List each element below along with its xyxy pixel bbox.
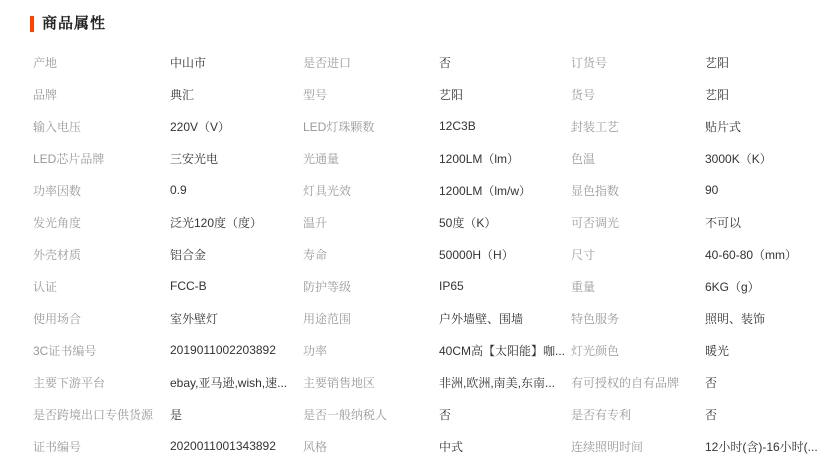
attribute-label: 光通量: [303, 151, 340, 166]
attribute-value: 艺阳: [705, 87, 730, 102]
attribute-label: 订货号: [571, 55, 608, 70]
attribute-label: 有可授权的自有品牌: [571, 375, 680, 390]
attribute-value: 室外壁灯: [170, 311, 219, 326]
attribute-value: 中式: [439, 439, 464, 454]
attribute-value: 1200LM（lm）: [439, 151, 520, 166]
attribute-value: 艺阳: [439, 87, 464, 102]
attribute-label: 寿命: [303, 247, 328, 262]
attribute-label: 灯具光效: [303, 183, 352, 198]
attribute-label: 防护等级: [303, 279, 352, 294]
attribute-value: 贴片式: [705, 119, 742, 134]
attribute-label: 型号: [303, 87, 328, 102]
attribute-label: 显色指数: [571, 183, 620, 198]
attribute-value: 不可以: [705, 215, 742, 230]
attribute-label: 外壳材质: [33, 247, 82, 262]
attribute-label: 封装工艺: [571, 119, 620, 134]
attribute-label: 特色服务: [571, 311, 620, 326]
attribute-label: 连续照明时间: [571, 439, 644, 454]
attribute-label: 主要下游平台: [33, 375, 106, 390]
section-header: [30, 14, 106, 34]
attribute-value: 泛光120度（度）: [170, 215, 263, 230]
attribute-value: IP65: [439, 279, 464, 293]
attribute-label: 功率因数: [33, 183, 82, 198]
attribute-value: 铝合金: [170, 247, 207, 262]
attribute-label: 是否进口: [303, 55, 352, 70]
attribute-value: 1200LM（lm/w）: [439, 183, 532, 198]
attribute-label: 温升: [303, 215, 328, 230]
attribute-label: 3C证书编号: [33, 343, 97, 358]
attribute-value: 三安光电: [170, 151, 219, 166]
attribute-value: 户外墙壁、围墙: [439, 311, 524, 326]
attribute-value: 否: [705, 407, 718, 422]
attribute-value: 12C3B: [439, 119, 476, 133]
attribute-value: 90: [705, 183, 719, 197]
attribute-label: 认证: [33, 279, 58, 294]
attribute-label: 发光角度: [33, 215, 82, 230]
attribute-value: 典汇: [170, 87, 195, 102]
attribute-label: 输入电压: [33, 119, 82, 134]
attribute-label: 证书编号: [33, 439, 82, 454]
attribute-label: LED芯片品牌: [33, 151, 105, 166]
attribute-label: 尺寸: [571, 247, 596, 262]
attribute-label: 重量: [571, 279, 596, 294]
attribute-value: FCC-B: [170, 279, 207, 293]
attribute-label: 风格: [303, 439, 328, 454]
attribute-value: 12小时(含)-16小时(...: [705, 439, 818, 454]
attribute-value: 3000K（K）: [705, 151, 772, 166]
attribute-label: 主要销售地区: [303, 375, 376, 390]
attribute-label: 是否一般纳税人: [303, 407, 388, 422]
attribute-label: 色温: [571, 151, 596, 166]
attribute-label: 可否调光: [571, 215, 620, 230]
attribute-label: 产地: [33, 55, 58, 70]
attribute-value: 否: [705, 375, 718, 390]
attribute-value: 50度（K）: [439, 215, 497, 230]
attribute-value: 6KG（g）: [705, 279, 760, 294]
attribute-value: 中山市: [170, 55, 207, 70]
attribute-value: 2019011002203892: [170, 343, 276, 357]
attribute-value: 否: [439, 407, 452, 422]
attribute-value: 非洲,欧洲,南美,东南...: [439, 375, 556, 390]
attribute-label: 是否跨境出口专供货源: [33, 407, 154, 422]
attribute-label: 品牌: [33, 87, 58, 102]
attribute-label: 灯光颜色: [571, 343, 620, 358]
section-title: 商品属性: [42, 15, 107, 32]
attribute-label: 货号: [571, 87, 596, 102]
attribute-label: 功率: [303, 343, 328, 358]
attribute-value: 40CM高【太阳能】咖...: [439, 343, 566, 358]
attribute-value: 220V（V）: [170, 119, 231, 134]
attribute-label: 使用场合: [33, 311, 82, 326]
attribute-value: 2020011001343892: [170, 439, 276, 453]
attributes-table: [33, 46, 821, 462]
attribute-value: 暖光: [705, 343, 730, 358]
attribute-value: 40-60-80（mm）: [705, 247, 798, 262]
attribute-value: 艺阳: [705, 55, 730, 70]
section-accent-bar: [30, 16, 34, 32]
attribute-value: 照明、装饰: [705, 311, 766, 326]
attribute-value: 50000H（H）: [439, 247, 514, 262]
attribute-label: 用途范围: [303, 311, 352, 326]
attribute-value: 否: [439, 55, 452, 70]
attribute-value: ebay,亚马逊,wish,速...: [170, 375, 288, 390]
attribute-label: 是否有专利: [571, 407, 632, 422]
attribute-label: LED灯珠颗数: [303, 119, 375, 134]
attribute-value: 0.9: [170, 183, 187, 197]
attribute-value: 是: [170, 407, 183, 422]
